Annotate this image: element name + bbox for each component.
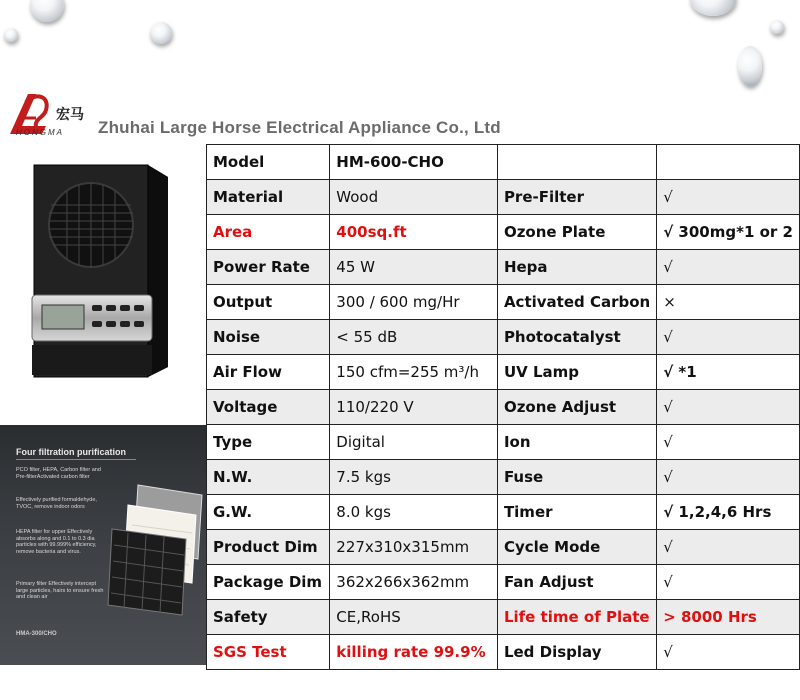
- water-droplet: [30, 0, 64, 22]
- feature-mark: √ *1: [657, 355, 800, 390]
- feature-mark: [657, 145, 800, 180]
- feature-mark: √: [657, 180, 800, 215]
- spec-value: killing rate 99.9%: [330, 635, 498, 670]
- logo-english-name: HONGMA: [16, 128, 64, 137]
- feature-mark: √: [657, 460, 800, 495]
- feature-label: Photocatalyst: [497, 320, 656, 355]
- spec-value: Wood: [330, 180, 498, 215]
- feature-label: [497, 145, 656, 180]
- feature-mark: √: [657, 635, 800, 670]
- filtration-model-tag: HMA-300/CHO: [16, 631, 57, 637]
- spec-row: [207, 145, 800, 180]
- feature-mark: √ 300mg*1 or 2: [657, 215, 800, 250]
- spec-value: 362x266x362mm: [330, 565, 498, 600]
- spec-label: Product Dim: [207, 530, 330, 565]
- spec-label: N.W.: [207, 460, 330, 495]
- feature-label: Activated Carbon: [497, 285, 656, 320]
- feature-label: Ozone Adjust: [497, 390, 656, 425]
- spec-label: Power Rate: [207, 250, 330, 285]
- filtration-panel: [0, 425, 206, 665]
- spec-label: Package Dim: [207, 565, 330, 600]
- filtration-note: PCO filter, HEPA, Carbon filter and Pre-filterActivated carbon filter: [16, 467, 101, 480]
- spec-row: [207, 355, 800, 390]
- spec-row: [207, 425, 800, 460]
- spec-row: [207, 495, 800, 530]
- spec-value: < 55 dB: [330, 320, 498, 355]
- spec-value: 45 W: [330, 250, 498, 285]
- spec-table: [206, 144, 800, 670]
- spec-row: [207, 215, 800, 250]
- feature-label: Ozone Plate: [497, 215, 656, 250]
- feature-mark: > 8000 Hrs: [657, 600, 800, 635]
- water-droplet: [690, 0, 736, 16]
- feature-mark: √: [657, 390, 800, 425]
- spec-label: Area: [207, 215, 330, 250]
- feature-label: Pre-Filter: [497, 180, 656, 215]
- filtration-note: HEPA filter for upper Effectively absorbs along and 0.1 to 0.3 dia particles with 99.999% efficiency, remove bacteria and virus.: [16, 529, 97, 555]
- water-droplet: [150, 22, 172, 44]
- water-droplet: [770, 20, 784, 34]
- spec-label: Output: [207, 285, 330, 320]
- feature-label: Cycle Mode: [497, 530, 656, 565]
- feature-mark: √: [657, 565, 800, 600]
- spec-value: 8.0 kgs: [330, 495, 498, 530]
- spec-row: [207, 635, 800, 670]
- filtration-note: Effectively purified formaldehyde, TVOC, remove indoor odors: [16, 497, 97, 510]
- feature-mark: √: [657, 425, 800, 460]
- feature-mark: √: [657, 320, 800, 355]
- spec-value: 227x310x315mm: [330, 530, 498, 565]
- spec-value: CE,RoHS: [330, 600, 498, 635]
- feature-label: Fan Adjust: [497, 565, 656, 600]
- spec-row: [207, 390, 800, 425]
- spec-row: [207, 530, 800, 565]
- spec-label: G.W.: [207, 495, 330, 530]
- spec-label: Material: [207, 180, 330, 215]
- spec-row: [207, 285, 800, 320]
- spec-value: 110/220 V: [330, 390, 498, 425]
- spec-label: Air Flow: [207, 355, 330, 390]
- spec-value: Digital: [330, 425, 498, 460]
- filtration-title: Four filtration purification: [16, 447, 126, 457]
- feature-mark: √: [657, 530, 800, 565]
- spec-row: [207, 600, 800, 635]
- feature-label: Hepa: [497, 250, 656, 285]
- feature-mark: √ 1,2,4,6 Hrs: [657, 495, 800, 530]
- logo-chinese-name: 宏马: [56, 106, 84, 122]
- company-name: Zhuhai Large Horse Electrical Appliance Co., Ltd: [98, 118, 501, 137]
- filter-layers-image: [98, 475, 206, 625]
- water-droplet: [738, 46, 762, 86]
- spec-value: 150 cfm=255 m³/h: [330, 355, 498, 390]
- spec-label: Noise: [207, 320, 330, 355]
- spec-row: [207, 320, 800, 355]
- spec-row: [207, 180, 800, 215]
- spec-label: SGS Test: [207, 635, 330, 670]
- feature-mark: √: [657, 250, 800, 285]
- water-droplet: [4, 28, 18, 42]
- spec-label: Type: [207, 425, 330, 460]
- feature-label: Led Display: [497, 635, 656, 670]
- spec-value: 400sq.ft: [330, 215, 498, 250]
- air-purifier-image: [18, 155, 178, 380]
- feature-label: Timer: [497, 495, 656, 530]
- feature-label: Fuse: [497, 460, 656, 495]
- spec-value: 7.5 kgs: [330, 460, 498, 495]
- spec-value: 300 / 600 mg/Hr: [330, 285, 498, 320]
- spec-label: Voltage: [207, 390, 330, 425]
- feature-label: UV Lamp: [497, 355, 656, 390]
- spec-row: [207, 565, 800, 600]
- filtration-note: Primary filter Effectively intercept large particles, hairs to ensure fresh and clean air: [16, 581, 104, 600]
- spec-row: [207, 250, 800, 285]
- spec-label: Safety: [207, 600, 330, 635]
- feature-mark: ×: [657, 285, 800, 320]
- spec-label: Model: [207, 145, 330, 180]
- filtration-divider: [16, 459, 136, 460]
- spec-value: HM-600-CHO: [330, 145, 498, 180]
- feature-label: Ion: [497, 425, 656, 460]
- feature-label: Life time of Plate: [497, 600, 656, 635]
- spec-row: [207, 460, 800, 495]
